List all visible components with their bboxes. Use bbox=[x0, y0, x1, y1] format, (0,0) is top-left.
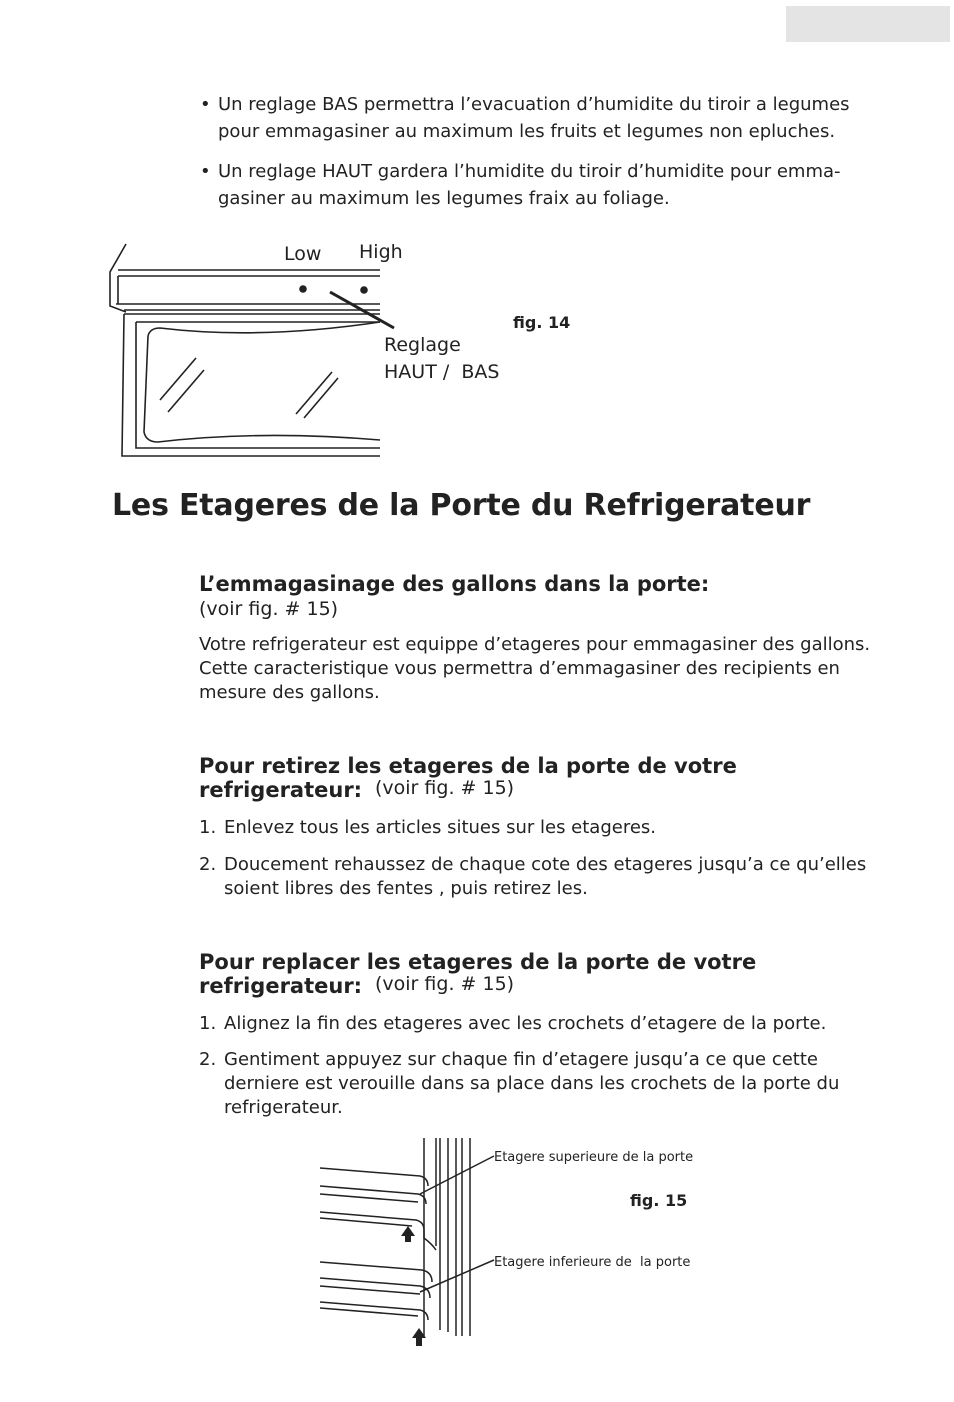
step-text: Enlevez tous les articles situes sur les etageres. bbox=[224, 817, 657, 838]
step-number: 2. bbox=[199, 1049, 217, 1070]
replace-heading-bold: Pour replacer les etageres de la porte de votre refrigerateur: bbox=[199, 950, 757, 998]
low-label: Low bbox=[284, 243, 322, 265]
bullet-text: Un reglage BAS permettra l’evacuation d’humidite du tiroir a legumes pour emmagasiner au maximum les fruits et legumes non epluches. bbox=[218, 94, 850, 142]
fig15-caption: fig. 15 bbox=[630, 1191, 688, 1210]
fig14-caption: fig. 14 bbox=[513, 313, 571, 332]
step-number: 2. bbox=[199, 854, 217, 875]
bullet-text: Un reglage HAUT gardera l’humidite du tiroir d’humidite pour emma-gasiner au maximum les legumes fraix au foliage. bbox=[218, 161, 841, 209]
gallons-body: Votre refrigerateur est equippe d’etageres pour emmagasiner des gallons. Cette caracteristique vous permettra d’emmagasiner des recipients en mesure des gallons. bbox=[199, 634, 871, 703]
bullet-marker: • bbox=[200, 94, 211, 115]
remove-heading-bold: Pour retirez les etageres de la porte de votre refrigerateur: bbox=[199, 754, 737, 802]
lower-shelf-label: Etagere inferieure de la porte bbox=[494, 1255, 691, 1270]
remove-heading-ref: (voir fig. # 15) bbox=[375, 777, 515, 799]
section-title: Les Etageres de la Porte du Refrigerateur bbox=[112, 488, 811, 523]
haut-bas-label: HAUT / BAS bbox=[384, 361, 500, 383]
upper-shelf-label: Etagere superieure de la porte bbox=[494, 1150, 694, 1165]
step-text: Alignez la fin des etageres avec les crochets d’etagere de la porte. bbox=[224, 1013, 827, 1034]
bullet-marker: • bbox=[200, 161, 211, 182]
reglage-label: Reglage bbox=[384, 334, 461, 356]
gallons-heading-bold: L’emmagasinage des gallons dans la porte: bbox=[199, 572, 710, 596]
step-number: 1. bbox=[199, 1013, 217, 1034]
high-label: High bbox=[359, 241, 403, 263]
step-text: Gentiment appuyez sur chaque fin d’etagere jusqu’a ce que cette derniere est verouille dans sa place dans les crochets de la porte du refrigerateur. bbox=[224, 1049, 840, 1118]
replace-heading-ref: (voir fig. # 15) bbox=[375, 973, 515, 995]
step-text: Doucement rehaussez de chaque cote des etageres jusqu’a ce qu’elles soient libres des fentes , puis retirez les. bbox=[224, 854, 867, 899]
gallons-heading-ref: (voir fig. # 15) bbox=[199, 598, 339, 620]
step-number: 1. bbox=[199, 817, 217, 838]
